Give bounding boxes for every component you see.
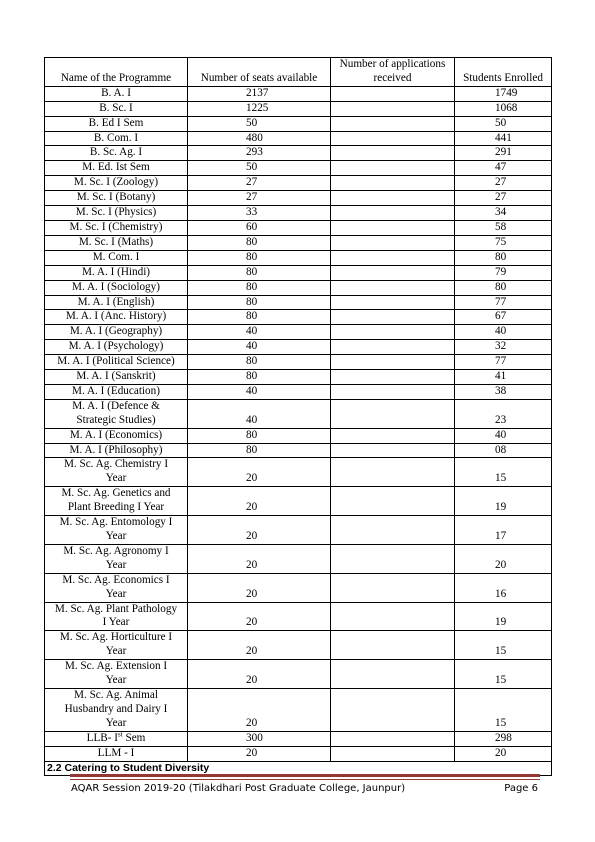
applications-cell xyxy=(331,116,455,131)
table-row xyxy=(45,295,552,310)
seats-cell: 80 xyxy=(188,355,331,370)
applications-cell xyxy=(331,131,455,146)
enrolled-cell: 441 xyxy=(455,131,552,146)
enrolled-cell: 19 xyxy=(455,602,552,631)
programme-name-cell: M. Ed. Ist Sem xyxy=(45,161,188,176)
seats-cell: 20 xyxy=(188,544,331,573)
enrolled-cell: 47 xyxy=(455,161,552,176)
applications-cell xyxy=(331,176,455,191)
programme-name-cell: M. A. I (Hindi) xyxy=(45,265,188,280)
table-row xyxy=(45,487,552,516)
enrolled-cell: 38 xyxy=(455,384,552,399)
programme-name-line: Strategic Studies) xyxy=(76,413,156,426)
applications-cell xyxy=(331,265,455,280)
programme-name-cell: M. A. I (Psychology) xyxy=(45,340,188,355)
seats-cell: 20 xyxy=(188,458,331,487)
programme-name-tail: Sem xyxy=(122,731,146,744)
seats-cell: 40 xyxy=(188,399,331,428)
seats-cell: 80 xyxy=(188,310,331,325)
applications-cell xyxy=(331,443,455,458)
applications-cell xyxy=(331,573,455,602)
programme-name-cell xyxy=(45,573,188,602)
seats-cell: 50 xyxy=(188,161,331,176)
enrolled-cell: 58 xyxy=(455,220,552,235)
table-row xyxy=(45,516,552,545)
table-row xyxy=(45,602,552,631)
applications-cell xyxy=(331,516,455,545)
programme-name-cell: B. A. I xyxy=(45,86,188,101)
section-heading: 2.2 Catering to Student Diversity xyxy=(45,761,552,776)
programme-name-cell xyxy=(45,399,188,428)
table-row xyxy=(45,340,552,355)
programme-name-cell: M. A. I (Economics) xyxy=(45,428,188,443)
programme-name-line: M. Sc. Ag. Agronomy I xyxy=(63,544,169,557)
enrolled-cell: 67 xyxy=(455,310,552,325)
programme-name-cell: M. Sc. I (Physics) xyxy=(45,206,188,221)
seats-cell: 80 xyxy=(188,443,331,458)
programme-name-line: M. Sc. Ag. Horticulture I xyxy=(59,631,173,644)
table-row xyxy=(45,191,552,206)
enrolled-cell: 08 xyxy=(455,443,552,458)
seats-cell: 80 xyxy=(188,370,331,385)
enrolled-cell: 1068 xyxy=(455,101,552,116)
seats-cell: 50 xyxy=(188,116,331,131)
table-row xyxy=(45,161,552,176)
table-row xyxy=(45,731,552,746)
programme-name-cell: M. A. I (Anc. History) xyxy=(45,310,188,325)
applications-cell xyxy=(331,746,455,761)
table-row xyxy=(45,131,552,146)
footer-text: AQAR Session 2019-20 (Tilakdhari Post Graduate College, Jaunpur) xyxy=(71,783,406,794)
programme-name-line: I Year xyxy=(102,616,130,629)
table-row xyxy=(45,384,552,399)
applications-cell xyxy=(331,220,455,235)
programme-name-cell: M. A. I (Sociology) xyxy=(45,280,188,295)
table-row xyxy=(45,458,552,487)
page-number: Page 6 xyxy=(504,783,538,794)
enrolled-cell: 41 xyxy=(455,370,552,385)
applications-cell xyxy=(331,101,455,116)
enrolled-cell: 79 xyxy=(455,265,552,280)
programme-name-cell: M. Sc. I (Maths) xyxy=(45,235,188,250)
programme-name-cell xyxy=(45,487,188,516)
programme-name-line: Year xyxy=(105,587,127,600)
enrolled-cell: 77 xyxy=(455,355,552,370)
enrolled-cell: 20 xyxy=(455,544,552,573)
table-row xyxy=(45,631,552,660)
enrolled-cell: 40 xyxy=(455,325,552,340)
programme-name-superscript: st xyxy=(118,729,123,738)
enrolled-cell: 15 xyxy=(455,458,552,487)
programme-name-cell xyxy=(45,544,188,573)
programme-name-cell xyxy=(45,516,188,545)
table-row xyxy=(45,325,552,340)
footer-rule-thin xyxy=(70,779,540,780)
table-row xyxy=(45,370,552,385)
table-row xyxy=(45,660,552,689)
programme-name-cell: B. Com. I xyxy=(45,131,188,146)
seats-cell: 20 xyxy=(188,602,331,631)
table-row xyxy=(45,116,552,131)
enrolled-cell: 77 xyxy=(455,295,552,310)
programme-name-line: M. Sc. Ag. Animal xyxy=(74,688,158,701)
table-row xyxy=(45,355,552,370)
programme-name-line: Year xyxy=(105,472,127,485)
programme-name-line: Plant Breeding I Year xyxy=(67,501,165,514)
programme-name-base: LLB- I xyxy=(86,731,119,744)
programme-name-cell xyxy=(45,458,188,487)
enrolled-cell: 80 xyxy=(455,250,552,265)
table-row xyxy=(45,146,552,161)
seats-cell: 480 xyxy=(188,131,331,146)
header-applications: Number of applications received xyxy=(331,58,455,87)
programme-name-cell: M. A. I (Sanskrit) xyxy=(45,370,188,385)
applications-cell xyxy=(331,340,455,355)
programme-name-line: Year xyxy=(105,674,127,687)
enrolled-cell: 19 xyxy=(455,487,552,516)
enrolled-cell: 15 xyxy=(455,688,552,731)
programme-name-line: Husbandry and Dairy I xyxy=(64,702,168,715)
table-header-row xyxy=(45,58,552,87)
seats-cell: 40 xyxy=(188,340,331,355)
programme-name-cell: M. A. I (English) xyxy=(45,295,188,310)
programme-name-line: Year xyxy=(105,558,127,571)
table-row xyxy=(45,688,552,731)
applications-cell xyxy=(331,487,455,516)
programme-name-cell: M. A. I (Education) xyxy=(45,384,188,399)
applications-cell xyxy=(331,191,455,206)
seats-cell: 33 xyxy=(188,206,331,221)
enrolled-cell: 75 xyxy=(455,235,552,250)
enrolled-cell: 16 xyxy=(455,573,552,602)
seats-cell: 20 xyxy=(188,516,331,545)
enrolled-cell: 15 xyxy=(455,631,552,660)
seats-cell: 1225 xyxy=(188,101,331,116)
header-seats: Number of seats available xyxy=(188,58,331,87)
enrolled-cell: 50 xyxy=(455,116,552,131)
programme-name-line: M. Sc. Ag. Genetics and xyxy=(61,487,171,500)
enrolled-cell: 298 xyxy=(455,731,552,746)
seats-cell: 40 xyxy=(188,325,331,340)
applications-cell xyxy=(331,235,455,250)
programme-name-cell: B. Sc. I xyxy=(45,101,188,116)
programme-enrolment-table xyxy=(44,57,552,776)
table-row xyxy=(45,280,552,295)
applications-cell xyxy=(331,86,455,101)
applications-cell xyxy=(331,295,455,310)
applications-cell xyxy=(331,660,455,689)
table-row xyxy=(45,399,552,428)
table-row xyxy=(45,250,552,265)
seats-cell: 80 xyxy=(188,250,331,265)
seats-cell: 27 xyxy=(188,191,331,206)
programme-name-cell xyxy=(45,631,188,660)
applications-cell xyxy=(331,370,455,385)
seats-cell: 20 xyxy=(188,573,331,602)
programme-name-line: M. Sc. Ag. Plant Pathology xyxy=(54,602,178,615)
programme-name-cell: B. Sc. Ag. I xyxy=(45,146,188,161)
table-row xyxy=(45,235,552,250)
header-programme: Name of the Programme xyxy=(45,58,188,87)
programme-name-cell: M. Sc. I (Chemistry) xyxy=(45,220,188,235)
seats-cell: 27 xyxy=(188,176,331,191)
applications-cell xyxy=(331,731,455,746)
table-row xyxy=(45,265,552,280)
applications-cell xyxy=(331,384,455,399)
applications-cell xyxy=(331,428,455,443)
applications-cell xyxy=(331,206,455,221)
applications-cell xyxy=(331,688,455,731)
footer-rule-thick xyxy=(70,774,540,777)
programme-name-cell xyxy=(45,688,188,731)
seats-cell: 80 xyxy=(188,280,331,295)
programme-name-line: M. Sc. Ag. Extension I xyxy=(64,660,168,673)
enrolled-cell: 20 xyxy=(455,746,552,761)
seats-cell: 80 xyxy=(188,265,331,280)
seats-cell: 60 xyxy=(188,220,331,235)
enrolled-cell: 17 xyxy=(455,516,552,545)
table-row xyxy=(45,573,552,602)
programme-name-cell xyxy=(45,602,188,631)
table-row xyxy=(45,310,552,325)
table-row xyxy=(45,746,552,761)
programme-name-line: Year xyxy=(105,716,127,729)
programme-name-line: M. Sc. Ag. Economics I xyxy=(62,573,170,586)
enrolled-cell: 15 xyxy=(455,660,552,689)
programme-name-cell: M. A. I (Political Science) xyxy=(45,355,188,370)
table-row xyxy=(45,544,552,573)
programme-name-cell: M. Com. I xyxy=(45,250,188,265)
enrolled-cell: 32 xyxy=(455,340,552,355)
seats-cell: 20 xyxy=(188,688,331,731)
table-row xyxy=(45,101,552,116)
table-row xyxy=(45,443,552,458)
table-row xyxy=(45,176,552,191)
seats-cell: 20 xyxy=(188,631,331,660)
applications-cell xyxy=(331,310,455,325)
applications-cell xyxy=(331,250,455,265)
enrolled-cell: 291 xyxy=(455,146,552,161)
table-row xyxy=(45,206,552,221)
enrolled-cell: 80 xyxy=(455,280,552,295)
seats-cell: 20 xyxy=(188,660,331,689)
programme-name-line: M. Sc. Ag. Entomology I xyxy=(59,516,173,529)
table-row xyxy=(45,86,552,101)
programme-name-cell xyxy=(45,660,188,689)
enrolled-cell: 34 xyxy=(455,206,552,221)
programme-name-cell: M. Sc. I (Zoology) xyxy=(45,176,188,191)
seats-cell: 40 xyxy=(188,384,331,399)
programme-name-line: M. A. I (Defence & xyxy=(72,399,160,412)
seats-cell: 20 xyxy=(188,487,331,516)
seats-cell: 20 xyxy=(188,746,331,761)
table-row xyxy=(45,220,552,235)
seats-cell: 293 xyxy=(188,146,331,161)
programme-name-cell: B. Ed I Sem xyxy=(45,116,188,131)
applications-cell xyxy=(331,355,455,370)
programme-name-line: M. Sc. Ag. Chemistry I xyxy=(63,458,169,471)
programme-name-cell: M. Sc. I (Botany) xyxy=(45,191,188,206)
enrolled-cell: 40 xyxy=(455,428,552,443)
seats-cell: 80 xyxy=(188,235,331,250)
seats-cell: 80 xyxy=(188,428,331,443)
seats-cell: 300 xyxy=(188,731,331,746)
programme-name-cell xyxy=(45,731,188,746)
table-row xyxy=(45,428,552,443)
applications-cell xyxy=(331,280,455,295)
seats-cell: 80 xyxy=(188,295,331,310)
applications-cell xyxy=(331,161,455,176)
applications-cell xyxy=(331,146,455,161)
applications-cell xyxy=(331,399,455,428)
programme-name-cell: LLM - I xyxy=(45,746,188,761)
header-enrolled: Students Enrolled xyxy=(455,58,552,87)
applications-cell xyxy=(331,325,455,340)
applications-cell xyxy=(331,458,455,487)
programme-name-line: Year xyxy=(105,530,127,542)
table-body xyxy=(45,86,552,776)
enrolled-cell: 27 xyxy=(455,191,552,206)
seats-cell: 2137 xyxy=(188,86,331,101)
applications-cell xyxy=(331,602,455,631)
applications-cell xyxy=(331,544,455,573)
programme-name-cell: M. A. I (Philosophy) xyxy=(45,443,188,458)
enrolled-cell: 27 xyxy=(455,176,552,191)
programme-name-line: Year xyxy=(105,645,127,658)
applications-cell xyxy=(331,631,455,660)
programme-name-cell: M. A. I (Geography) xyxy=(45,325,188,340)
enrolled-cell: 1749 xyxy=(455,86,552,101)
enrolled-cell: 23 xyxy=(455,399,552,428)
